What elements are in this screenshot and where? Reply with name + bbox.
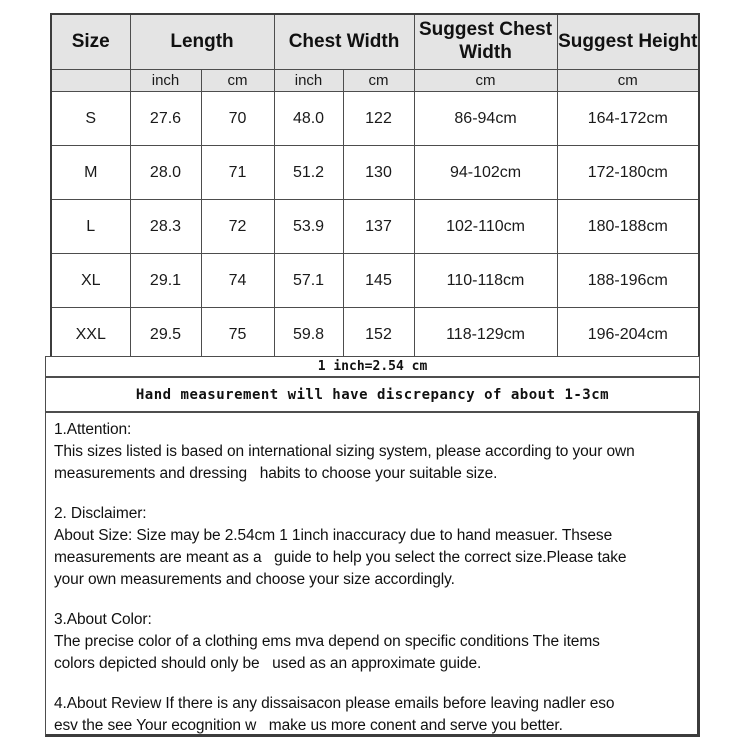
cell-length-inch: 28.3 <box>130 200 201 254</box>
table-row-l <box>51 200 699 254</box>
column-header-suggest-height: Suggest Height <box>557 14 699 70</box>
table-subheader-row <box>51 70 699 92</box>
cell-suggest-chest: 110-118cm <box>414 254 557 308</box>
hand-measurement-note: Hand measurement will have discrepancy of about 1-3cm <box>45 377 700 412</box>
note-line: 3.About Color: <box>54 611 152 628</box>
table-header-row <box>51 14 699 70</box>
note-section-about-review <box>54 693 697 737</box>
cell-suggest-chest: 86-94cm <box>414 92 557 146</box>
cell-suggest-chest: 102-110cm <box>414 200 557 254</box>
subheader-length-inch: inch <box>130 70 201 92</box>
cell-chest-inch: 48.0 <box>274 92 343 146</box>
table-row-s <box>51 92 699 146</box>
size-chart-table <box>50 13 700 363</box>
column-header-chest-width: Chest Width <box>274 14 414 70</box>
cell-chest-inch: 59.8 <box>274 308 343 363</box>
cell-chest-inch: 57.1 <box>274 254 343 308</box>
table-row-m <box>51 146 699 200</box>
table-row-xxl <box>51 308 699 363</box>
cell-suggest-height: 172-180cm <box>557 146 699 200</box>
cell-size: XXL <box>51 308 130 363</box>
note-line: The precise color of a clothing ems mva depend on specific conditions The items <box>54 633 600 650</box>
subheader-chest-inch: inch <box>274 70 343 92</box>
cell-length-inch: 27.6 <box>130 92 201 146</box>
note-line: 4.About Review If there is any dissaisacon please emails before leaving nadler eso <box>54 695 615 712</box>
cell-length-cm: 74 <box>201 254 274 308</box>
note-line: This sizes listed is based on international sizing system, please according to your own <box>54 443 635 460</box>
cell-chest-cm: 137 <box>343 200 414 254</box>
notes-box <box>45 412 700 737</box>
cell-chest-inch: 53.9 <box>274 200 343 254</box>
note-section-attention <box>54 419 697 485</box>
cell-length-cm: 71 <box>201 146 274 200</box>
cell-chest-cm: 145 <box>343 254 414 308</box>
cell-length-inch: 29.5 <box>130 308 201 363</box>
note-line: esv the see Your ecognition w make us more conent and serve you better. <box>54 717 563 734</box>
column-header-suggest-chest-width: Suggest Chest Width <box>414 14 557 70</box>
subheader-suggest-chest-cm: cm <box>414 70 557 92</box>
cell-chest-cm: 130 <box>343 146 414 200</box>
cell-length-inch: 28.0 <box>130 146 201 200</box>
note-line: measurements and dressing habits to choose your suitable size. <box>54 465 498 482</box>
subheader-suggest-height-cm: cm <box>557 70 699 92</box>
cell-chest-inch: 51.2 <box>274 146 343 200</box>
cell-suggest-height: 164-172cm <box>557 92 699 146</box>
cell-length-inch: 29.1 <box>130 254 201 308</box>
note-section-about-color <box>54 609 697 675</box>
note-line: 1.Attention: <box>54 421 132 438</box>
cell-suggest-height: 180-188cm <box>557 200 699 254</box>
cell-length-cm: 75 <box>201 308 274 363</box>
cell-suggest-height: 188-196cm <box>557 254 699 308</box>
cell-suggest-chest: 94-102cm <box>414 146 557 200</box>
cell-length-cm: 72 <box>201 200 274 254</box>
table-row-xl <box>51 254 699 308</box>
cell-size: L <box>51 200 130 254</box>
cell-suggest-height: 196-204cm <box>557 308 699 363</box>
cell-chest-cm: 152 <box>343 308 414 363</box>
note-line: your own measurements and choose your size accordingly. <box>54 571 455 588</box>
note-line: measurements are meant as a guide to help you select the correct size.Please take <box>54 549 627 566</box>
column-header-length: Length <box>130 14 274 70</box>
note-line: colors depicted should only be used as an approximate guide. <box>54 655 482 672</box>
cell-size: XL <box>51 254 130 308</box>
column-header-size: Size <box>51 14 130 70</box>
cell-chest-cm: 122 <box>343 92 414 146</box>
cell-size: M <box>51 146 130 200</box>
subheader-empty-cell <box>51 70 130 92</box>
subheader-length-cm: cm <box>201 70 274 92</box>
inch-conversion-note: 1 inch=2.54 cm <box>45 356 700 377</box>
cell-suggest-chest: 118-129cm <box>414 308 557 363</box>
cell-length-cm: 70 <box>201 92 274 146</box>
note-section-disclaimer <box>54 503 697 591</box>
subheader-chest-cm: cm <box>343 70 414 92</box>
note-line: About Size: Size may be 2.54cm 1 1inch inaccuracy due to hand measuer. Thsese <box>54 527 613 544</box>
cell-size: S <box>51 92 130 146</box>
note-line: 2. Disclaimer: <box>54 505 147 522</box>
